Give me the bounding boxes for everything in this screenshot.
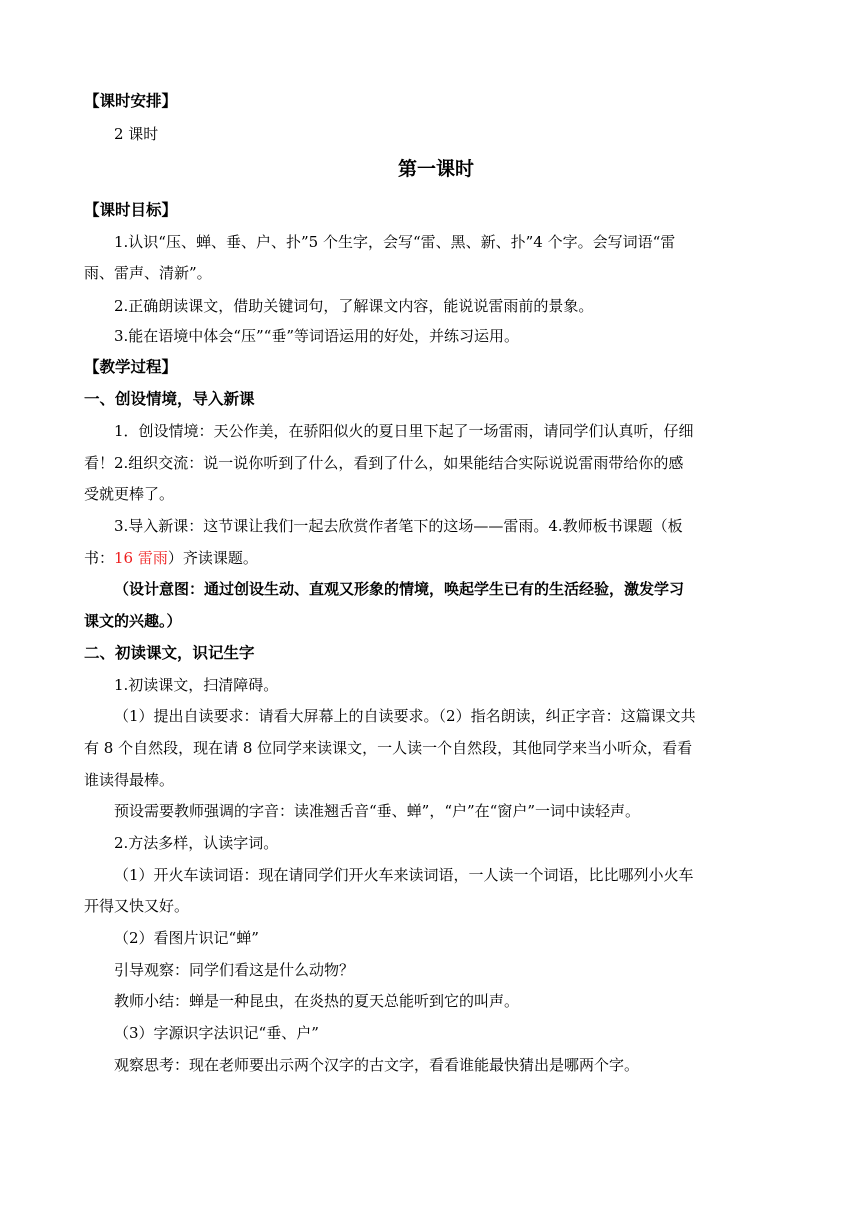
goal-3: 3.能在语境中体会“压”“垂”等词语运用的好处，并练习运用。 xyxy=(114,327,519,345)
s2-item-2: 2.方法多样，认读字词。 xyxy=(114,834,279,852)
s2-item-1-para-line-2: 有 8 个自然段，现在请 8 位同学来读课文，一人读一个自然段，其他同学来当小听众，看看 xyxy=(84,739,693,757)
s2-item-2-3-observe: 观察思考：现在老师要出示两个汉字的古文字，看看谁能最快猜出是哪两个字。 xyxy=(114,1056,640,1074)
s1-design-note-line-1: （设计意图：通过创设生动、直观又形象的情境，唤起学生已有的生活经验，激发学习 xyxy=(114,580,685,598)
schedule-value: 2 课时 xyxy=(114,125,159,143)
heading-process: 【教学过程】 xyxy=(84,358,178,376)
s2-item-1: 1.初读课文，扫清障碍。 xyxy=(114,676,279,694)
heading-goals: 【课时目标】 xyxy=(84,201,178,219)
board-suffix: ）齐读课题。 xyxy=(167,549,258,567)
s1-para-1-line-2: 看！2.组织交流：说一说你听到了什么，看到了什么，如果能结合实际说说雷雨带给你的感 xyxy=(84,454,684,472)
board-prefix: 书： xyxy=(84,549,115,567)
section-1-title: 一、创设情境，导入新课 xyxy=(84,390,255,408)
s2-pronunciation-note: 预设需要教师强调的字音：读准翘舌音“垂、蝉”，“户”在“窗户”一词中读轻声。 xyxy=(114,802,641,820)
goal-1-line-1: 1.认识“压、蝉、垂、户、扑”5 个生字，会写“雷、黑、新、扑”4 个字。会写词语“雷 xyxy=(114,233,676,251)
s2-item-2-1-line-2: 开得又快又好。 xyxy=(84,897,190,915)
s1-para-1-line-1: 1．创设情境：天公作美，在骄阳似火的夏日里下起了一场雷雨，请同学们认真听，仔细 xyxy=(114,422,694,440)
title-first-lesson: 第一课时 xyxy=(398,158,475,180)
s2-item-2-2: （2）看图片识记“蝉” xyxy=(114,929,259,947)
s1-para-2-line-2 xyxy=(84,548,258,568)
s2-item-2-3: （3）字源识字法识记“垂、户” xyxy=(114,1024,319,1042)
goal-1-line-2: 雨、雷声、清新”。 xyxy=(84,264,212,282)
s2-item-1-para-line-3: 谁读得最棒。 xyxy=(84,771,175,789)
heading-schedule: 【课时安排】 xyxy=(84,92,178,110)
board-title-red: 16 雷雨 xyxy=(114,549,168,567)
s1-para-2-line-1: 3.导入新课：这节课让我们一起去欣赏作者笔下的这场——雷雨。4.教师板书课题（板 xyxy=(114,517,683,535)
s1-para-1-line-3: 受就更棒了。 xyxy=(84,485,175,503)
s2-item-2-1-line-1: （1）开火车读词语：现在请同学们开火车来读词语，一人读一个词语，比比哪列小火车 xyxy=(114,866,694,884)
section-2-title: 二、初读课文，识记生字 xyxy=(84,644,255,662)
s2-item-2-2-guide: 引导观察：同学们看这是什么动物？ xyxy=(114,961,355,979)
s1-design-note-line-2: 课文的兴趣。） xyxy=(84,612,182,630)
goal-2: 2.正确朗读课文，借助关键词句，了解课文内容，能说说雷雨前的景象。 xyxy=(114,297,594,315)
s2-item-2-2-summary: 教师小结：蝉是一种昆虫，在炎热的夏天总能听到它的叫声。 xyxy=(114,992,520,1010)
s2-item-1-para-line-1: （1）提出自读要求：请看大屏幕上的自读要求。（2）指名朗读，纠正字音：这篇课文共 xyxy=(114,707,696,725)
